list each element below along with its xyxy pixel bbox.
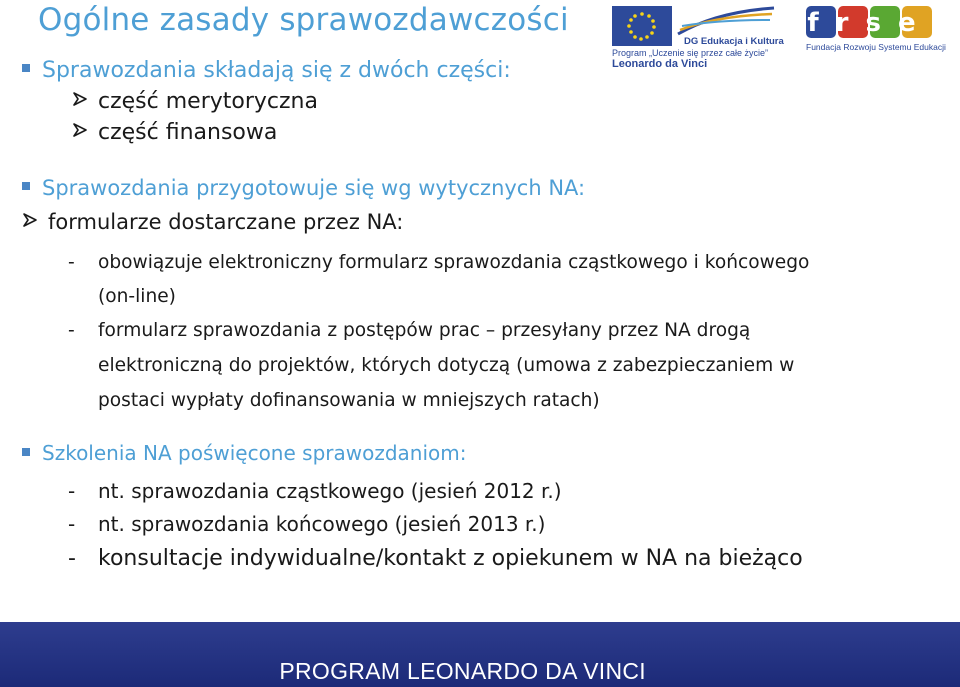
dash-marker: - <box>68 252 75 273</box>
section3-item-3 <box>68 546 803 571</box>
section2-item-2 <box>68 320 750 341</box>
section1-heading-text: Sprawozdania składają się z dwóch części: <box>42 58 511 83</box>
section3-item-2-text: nt. sprawozdania końcowego (jesień 2013 r.) <box>98 512 546 536</box>
section2-heading <box>22 176 585 200</box>
section2-item-2-cont: elektroniczną do projektów, których dotyczą (umowa z zabezpieczaniem w <box>98 355 795 376</box>
arrow-bullet-icon <box>72 88 88 113</box>
section1-heading <box>22 58 511 83</box>
section3-item-1 <box>68 479 562 503</box>
eu-program-line2: Leonardo da Vinci <box>612 58 708 70</box>
dash-marker: - <box>68 512 76 536</box>
footer-title: PROGRAM LEONARDO DA VINCI <box>279 658 646 684</box>
dash-marker: - <box>68 320 75 341</box>
section2-item-2-text: formularz sprawozdania z postępów prac – przesyłany przez NA drogą <box>98 320 751 341</box>
llp-logo-icon <box>676 4 776 40</box>
arrow-bullet-icon <box>72 119 88 144</box>
square-bullet-icon <box>22 182 30 190</box>
section2-subheading-text: formularze dostarczane przez NA: <box>48 210 404 234</box>
section1-item <box>72 120 277 146</box>
section1-item <box>72 89 318 115</box>
eu-program-line1: Program „Uczenie się przez całe życie” <box>612 48 769 58</box>
arrow-bullet-icon <box>22 209 38 233</box>
frse-name: Fundacja Rozwoju Systemu Edukacji <box>806 42 946 52</box>
section3-heading-text: Szkolenia NA poświęcone sprawozdaniom: <box>42 441 467 465</box>
frse-mark-text: frse <box>807 8 933 38</box>
eu-flag-icon <box>612 6 672 46</box>
section2-subheading <box>22 210 403 235</box>
square-bullet-icon <box>22 64 30 72</box>
section3-item-2 <box>68 512 545 536</box>
section2-heading-text: Sprawozdania przygotowuje się wg wytycznych NA: <box>42 176 586 200</box>
section2-item-1-text: obowiązuje elektroniczny formularz sprawozdania cząstkowego i końcowego <box>98 252 810 273</box>
section3-heading <box>22 441 466 465</box>
section3-item-1-text: nt. sprawozdania cząstkowego (jesień 2012 r.) <box>98 479 562 503</box>
section2-item-2-cont: postaci wypłaty dofinansowania w mniejszych ratach) <box>98 390 600 411</box>
section2-item-1 <box>68 252 809 273</box>
dg-label: DG Edukacja i Kultura <box>684 36 784 47</box>
section1-item-text: część finansowa <box>98 120 278 145</box>
section1-item-text: część merytoryczna <box>98 89 318 114</box>
square-bullet-icon <box>22 448 30 456</box>
section3-item-3-text: konsultacje indywidualne/kontakt z opiekunem w NA na bieżąco <box>98 546 803 571</box>
dash-marker: - <box>68 546 76 571</box>
page-title: Ogólne zasady sprawozdawczości <box>38 2 569 38</box>
frse-logo <box>806 4 934 40</box>
eu-program-label <box>612 48 768 70</box>
footer-bar <box>0 622 960 687</box>
section2-item-1-cont: (on-line) <box>98 286 176 307</box>
dash-marker: - <box>68 479 76 503</box>
